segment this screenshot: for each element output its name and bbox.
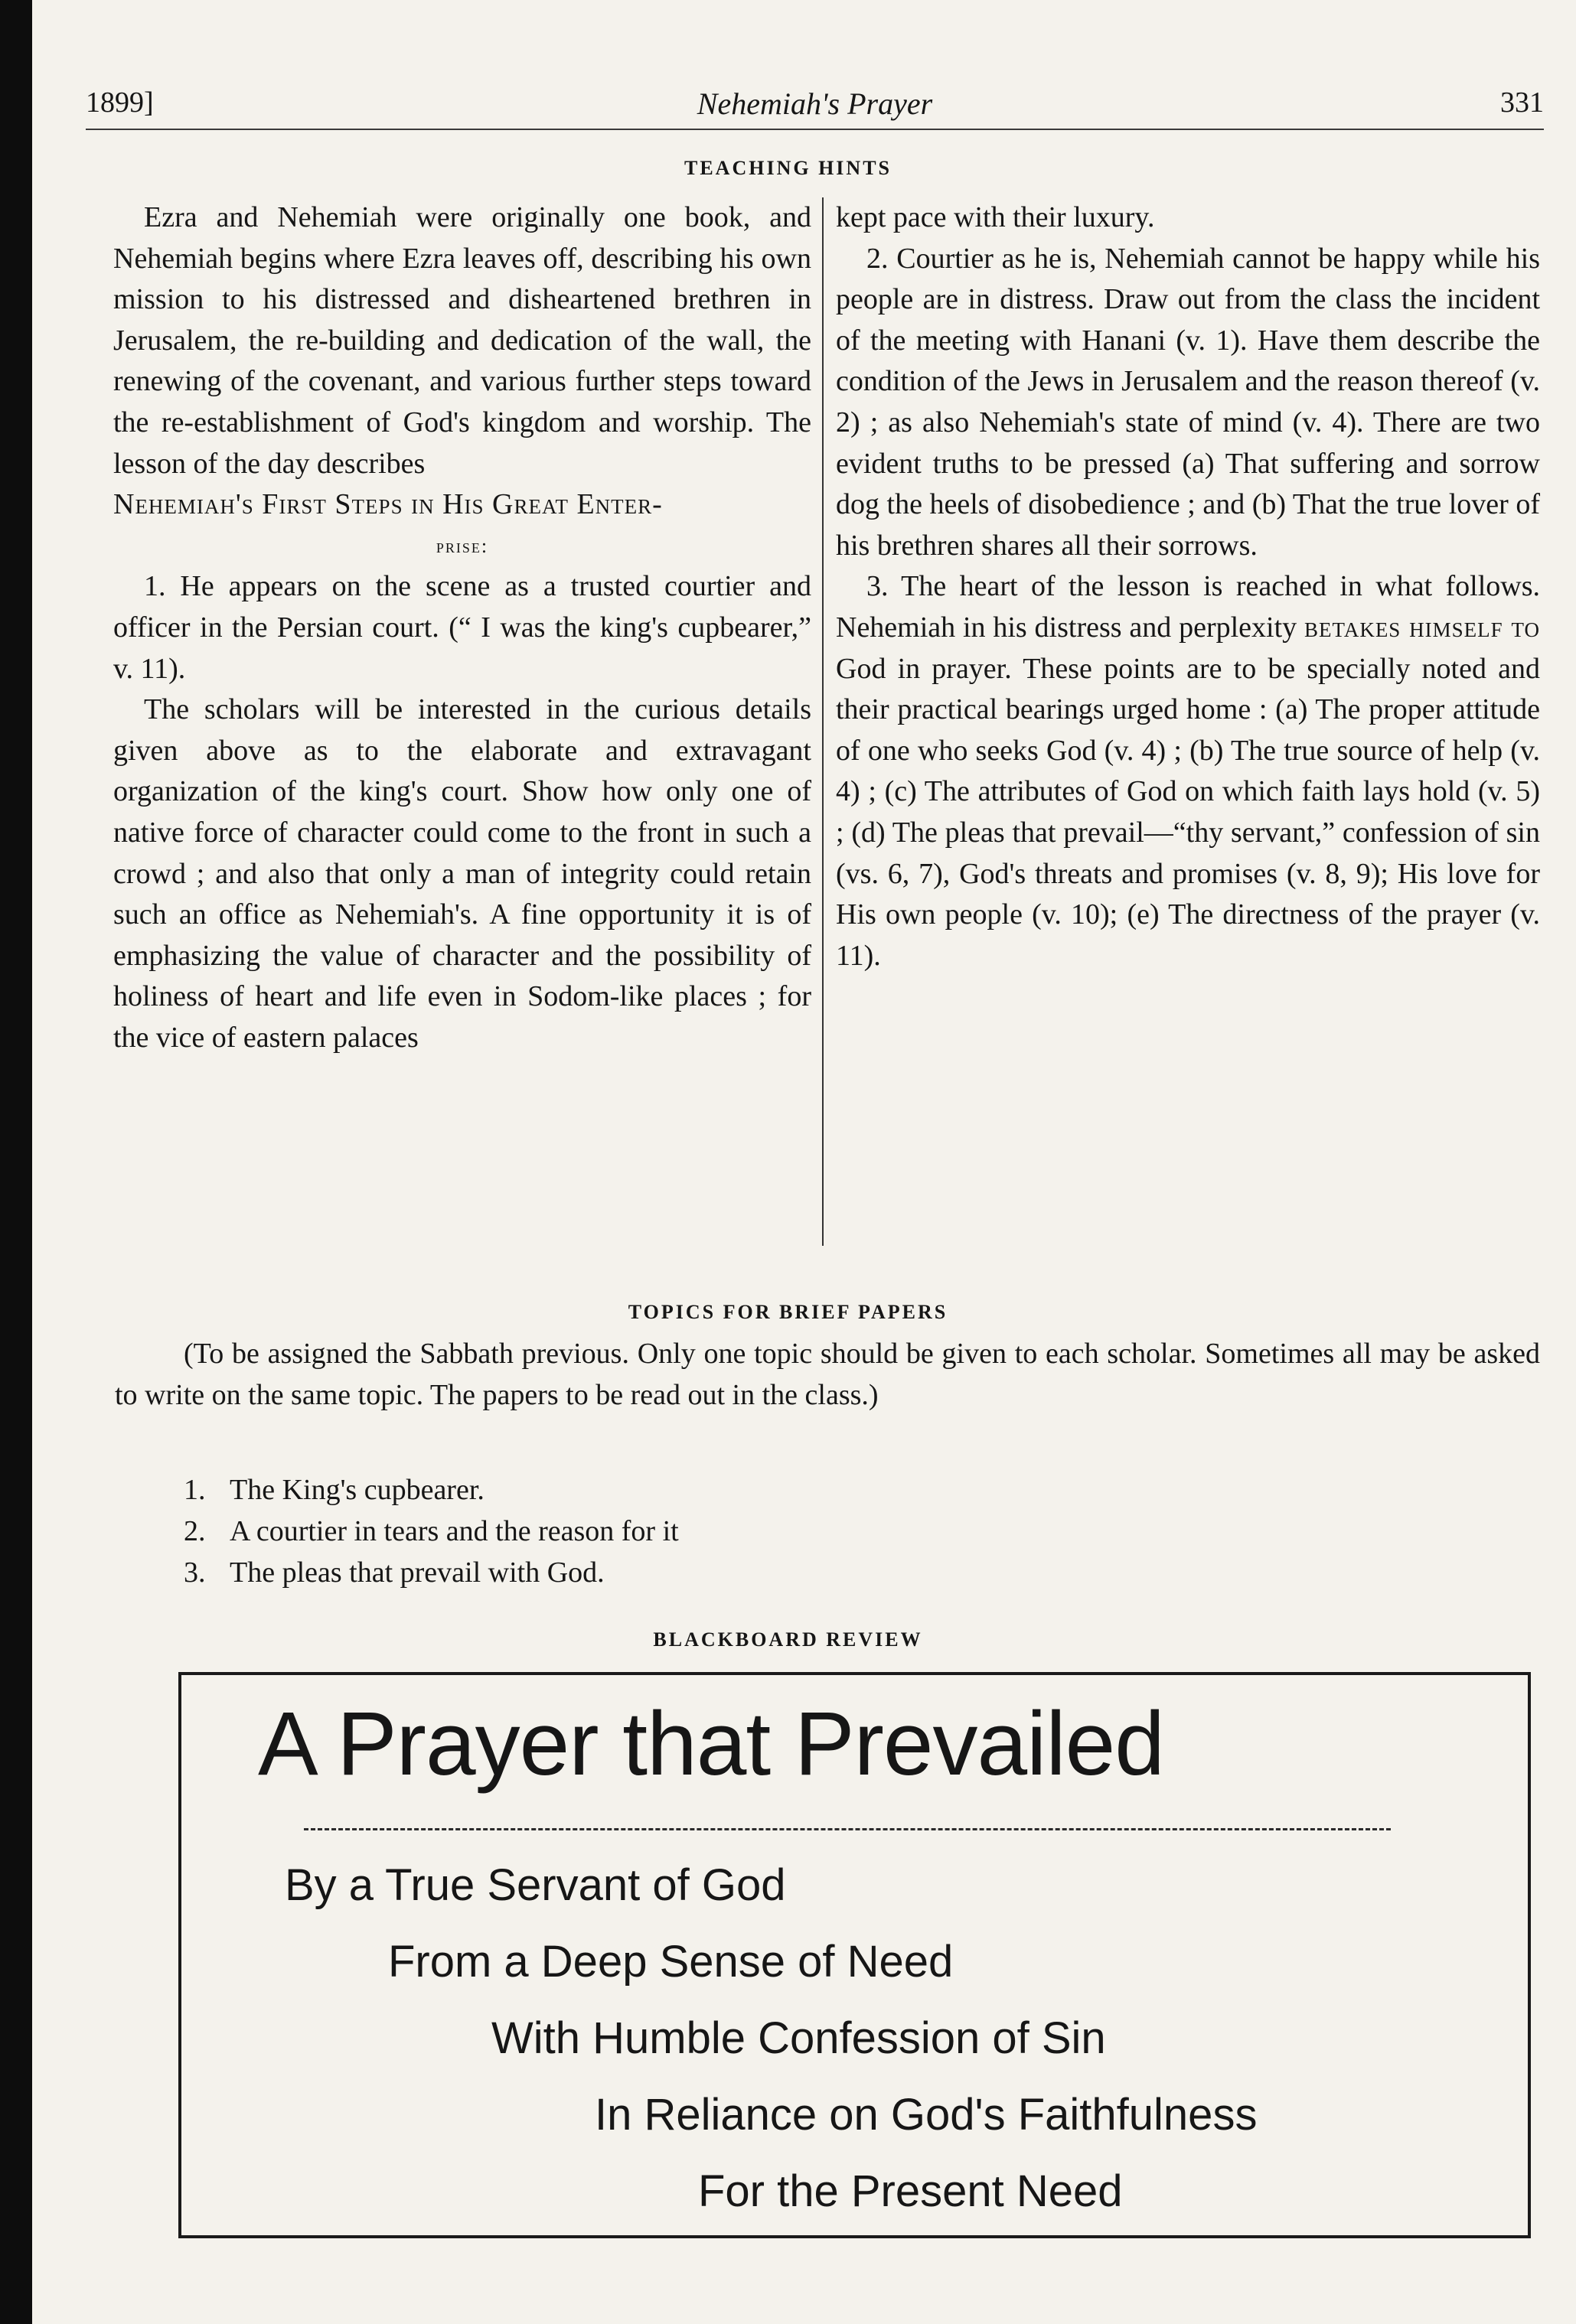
point-2-paragraph: 2. Courtier as he is, Nehemiah cannot be happy while his people are in distress. Draw out from the class the incident of the meeting with Hanani (v. 1). Have them describe the condition of the Jews in Jerusalem and the reason thereof (v. 2) ; as also Nehemiah's state of mind (v. 4). There are two evident truths to be pressed (a) That suffering and sorrow dog the heels of disobedience ; and (b) That the true lover of his brethren shares all their sorrows.	[836, 242, 1540, 562]
continuation-paragraph: kept pace with their luxury.	[836, 201, 1155, 233]
subheading	[113, 484, 811, 526]
topic-number: 3.	[184, 1556, 206, 1589]
list-item	[184, 1469, 679, 1511]
topic-text: The King's cupbearer.	[230, 1474, 485, 1506]
topics-intro: (To be assigned the Sabbath previous. Only one topic should be given to each scholar. Sometimes all may be asked to write on the same topic. The papers to be read out in the class.)	[115, 1338, 1540, 1411]
list-item	[184, 1511, 679, 1552]
point-1-paragraph: 1. He appears on the scene as a trusted courtier and officer in the Persian court. (“ I was the king's cupbearer,” v. 11).	[113, 570, 811, 685]
left-column	[113, 197, 811, 1058]
point-3-text-a: 3. The heart of the lesson is reached in what follows. Nehemiah in his distress and perplexity	[836, 570, 1540, 644]
point-3-text-b: God in prayer. These points are to be specially noted and their practical bearings urged home : (a) The proper attitude of one who seeks God (v. 4) ; (b) The true source of help (v. 4) ; (c) The attributes of God on which faith lays hold (v. 5) ; (d) The pleas that prevail—“thy servant,” confession of sin (vs. 6, 7), God's threats and promises (v. 8, 9); His love for His own people (v. 10); (e) The directness of the prayer (v. 11).	[836, 652, 1540, 972]
blackboard-line-1: By a True Servant of God	[285, 1860, 786, 1910]
point-3-paragraph	[836, 566, 1540, 976]
topic-number: 2.	[184, 1515, 206, 1547]
teaching-hints-heading: TEACHING HINTS	[684, 157, 892, 179]
list-item	[184, 1552, 679, 1593]
topic-text: A courtier in tears and the reason for it	[230, 1515, 679, 1547]
topics-heading: TOPICS FOR BRIEF PAPERS	[628, 1301, 948, 1323]
point-3-small-caps: betakes himself to	[1304, 611, 1541, 644]
blackboard-line-5: For the Present Need	[698, 2166, 1123, 2216]
topics-list	[184, 1469, 679, 1593]
header-year: 1899]	[86, 86, 154, 119]
topic-number: 1.	[184, 1474, 206, 1506]
page-number: 331	[1500, 86, 1544, 119]
blackboard-divider	[304, 1828, 1391, 1830]
header-title: Nehemiah's Prayer	[697, 86, 933, 121]
page-edge-shadow	[0, 0, 32, 2324]
blackboard-title: A Prayer that Prevailed	[258, 1693, 1164, 1794]
scholars-paragraph: The scholars will be interested in the curious details given above as to the elaborate and extravagant organization of the king's court. Show how only one of native force of character could come to the front in such a crowd ; and also that only a man of integrity could retain such an office as Nehemiah's. A fine opportunity it is of emphasizing the value of character and the possibility of holiness of heart and life even in Sodom-like places ; for the vice of eastern palaces	[113, 693, 811, 1054]
blackboard-line-4: In Reliance on God's Faithfulness	[595, 2090, 1258, 2140]
subheading-line-2: prise:	[436, 534, 489, 557]
blackboard-review-box	[178, 1672, 1531, 2238]
blackboard-heading: BLACKBOARD REVIEW	[653, 1628, 923, 1651]
blackboard-line-2: From a Deep Sense of Need	[388, 1937, 954, 1987]
intro-paragraph: Ezra and Nehemiah were originally one book, and Nehemiah begins where Ezra leaves off, describing his own mission to his distressed and disheartened brethren in Jerusalem, the re-building and dedication of the wall, the renewing of the covenant, and various further steps toward the re-establishment of God's kingdom and worship. The lesson of the day describes	[113, 201, 811, 480]
right-column	[836, 197, 1540, 976]
running-header	[86, 77, 1544, 130]
subheading-line-1: Nehemiah's First Steps in His Great Enter-	[113, 488, 663, 521]
topic-text: The pleas that prevail with God.	[230, 1556, 605, 1589]
blackboard-line-3: With Humble Confession of Sin	[491, 2013, 1106, 2063]
column-divider	[822, 197, 824, 1246]
